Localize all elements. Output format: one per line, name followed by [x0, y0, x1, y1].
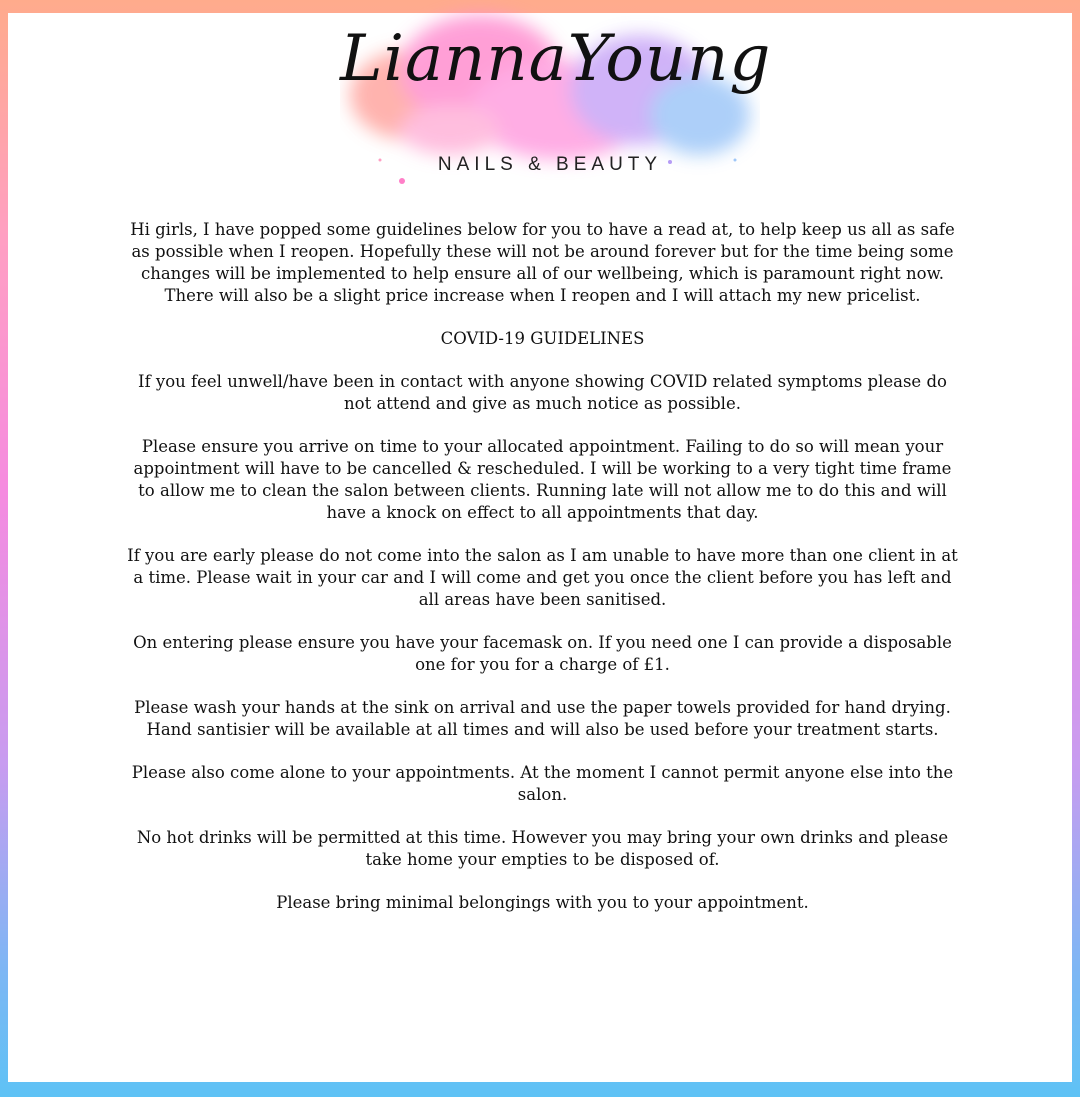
guideline-paragraph: No hot drinks will be permitted at this time. However you may bring your own drinks and please take home your empties to be disposed of. — [136, 828, 949, 869]
section-heading: COVID-19 GUIDELINES — [440, 329, 645, 348]
guideline-paragraph: If you feel unwell/have been in contact with anyone showing COVID related symptoms please do not attend and give as much notice as possible. — [138, 372, 947, 413]
guideline-paragraph: Please wash your hands at the sink on arrival and use the paper towels provided for hand drying. Hand santisier will be available at all times and will also be used before your treatment starts. — [134, 698, 951, 739]
brand-logo — [340, 0, 772, 190]
guideline-paragraph: Please ensure you arrive on time to your allocated appointment. Failing to do so will mean your appointment will have to be cancelled & rescheduled. I will be working to a very tight time frame to allow me to clean the salon between clients. Running late will not allow me to do this and will have a knock on effect to all appointments that day. — [133, 437, 952, 522]
guideline-paragraph: Please also come alone to your appointments. At the moment I cannot permit anyone else into the salon. — [131, 763, 954, 804]
brand-tagline: NAILS & BEAUTY — [437, 154, 663, 175]
dot — [399, 178, 405, 184]
guideline-paragraph: If you are early please do not come into the salon as I am unable to have more than one client in at a time. Please wait in your car and I will come and get you once the client before you has left and all areas have been sanitised. — [127, 546, 958, 609]
brand-name: LiannaYoung — [340, 22, 772, 96]
intro-paragraph: Hi girls, I have popped some guidelines below for you to have a read at, to help keep us all as safe as possible when I reopen. Hopefully these will not be around forever but for the time being some changes will be implemented to help ensure all of our wellbeing, which is paramount right now. There will also be a slight price increase when I reopen and I will attach my new pricelist. — [130, 220, 955, 305]
guideline-paragraph: Please bring minimal belongings with you to your appointment. — [276, 893, 809, 912]
document-body — [125, 219, 960, 935]
guideline-paragraph: On entering please ensure you have your facemask on. If you need one I can provide a disposable one for you for a charge of £1. — [133, 633, 952, 674]
